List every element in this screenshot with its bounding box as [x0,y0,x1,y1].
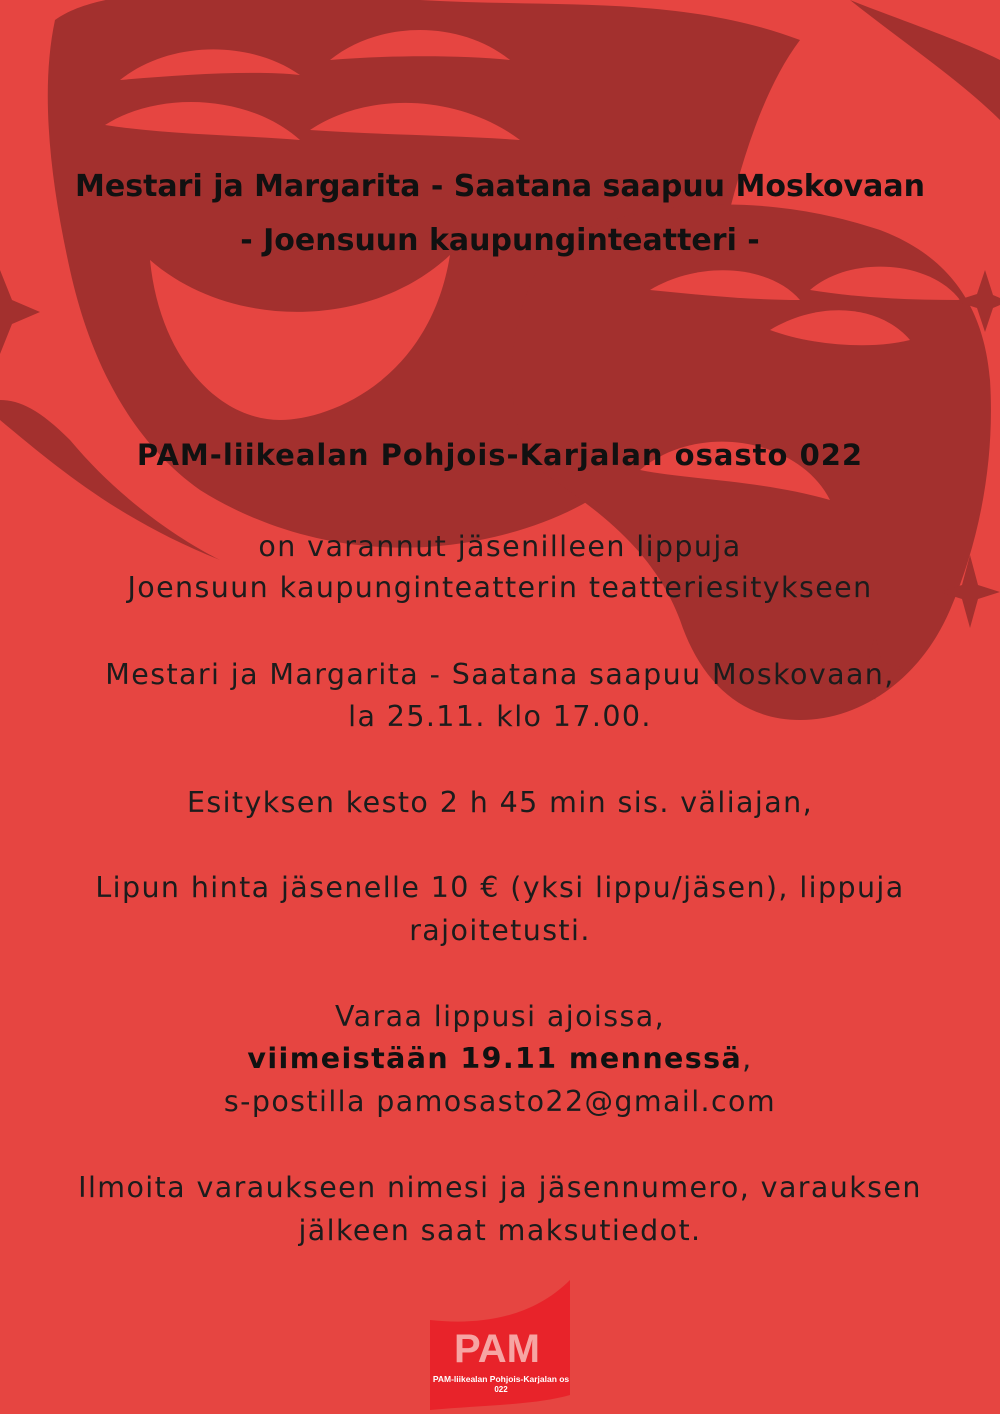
intro-line-2: Joensuun kaupunginteatterin teatteriesitykseen [127,571,873,604]
instructions-line-2: jälkeen saat maksutiedot. [298,1214,702,1247]
show-date-time: la 25.11. klo 17.00. [348,700,652,733]
booking-deadline-line [0,1042,1000,1075]
booking-email-line: s-postilla pamosasto22@gmail.com [223,1085,777,1118]
intro-line-1: on varannut jäsenilleen lippuja [258,530,742,563]
duration-text: Esityksen kesto 2 h 45 min sis. väliajan, [186,786,814,819]
booking-line-1: Varaa lippusi ajoissa, [334,1000,666,1033]
organizer-heading: PAM-liikealan Pohjois-Karjalan osasto 022 [136,438,864,472]
price-line-1: Lipun hinta jäsenelle 10 € (yksi lippu/jäsen), lippuja [95,871,905,904]
pam-logo-caption-1: PAM-liikealan Pohjois-Karjalan os [432,1374,570,1384]
sparkle-icon [0,270,40,354]
booking-deadline: viimeistään 19.11 mennessä [247,1042,743,1075]
pam-logo [425,1280,575,1410]
pam-logo-text: PAM [454,1327,540,1371]
booking-deadline-suffix: , [742,1042,753,1075]
event-title-line-2: - Joensuun kaupunginteatteri - [240,223,760,258]
instructions-line-1: Ilmoita varaukseen nimesi ja jäsennumero, varauksen [78,1171,922,1204]
pam-logo-caption-2: 022 [494,1385,508,1394]
price-line-2: rajoitetusti. [409,914,591,947]
show-line-1: Mestari ja Margarita - Saatana saapuu Moskovaan, [105,658,895,691]
event-title-line-1: Mestari ja Margarita - Saatana saapuu Moskovaan [75,169,925,204]
